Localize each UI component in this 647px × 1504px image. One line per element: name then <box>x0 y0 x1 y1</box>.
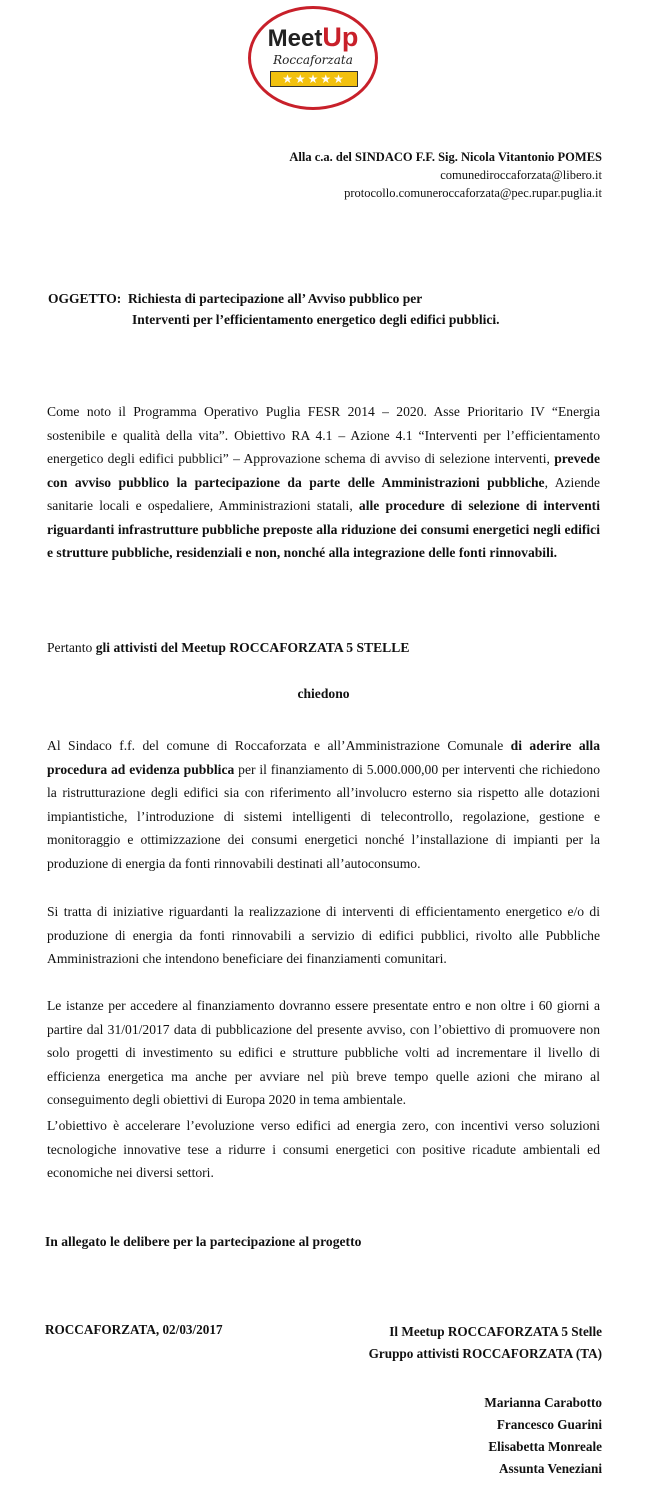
signature-line-1: Il Meetup ROCCAFORZATA 5 Stelle <box>389 1324 602 1339</box>
request-text-1: Al Sindaco f.f. del comune di Roccaforzata e all’Amministrazione Comunale <box>47 738 511 753</box>
subject-label: OGGETTO: <box>48 291 122 306</box>
signature-group <box>369 1321 602 1365</box>
recipient-line: Alla c.a. del SINDACO F.F. Sig. Nicola Vitantonio POMES <box>289 150 602 164</box>
intro-paragraph <box>47 400 600 565</box>
signatory-name: Assunta Veneziani <box>499 1461 602 1476</box>
signatory-name: Elisabetta Monreale <box>488 1439 602 1454</box>
pertanto-bold: gli attivisti del Meetup ROCCAFORZATA 5 STELLE <box>95 640 410 655</box>
logo-stars: ★★★★★ <box>270 71 358 87</box>
istanze-paragraph: Le istanze per accedere al finanziamento dovranno essere presentate entro e non oltre i 60 giorni a partire dal 31/01/2017 data di pubblicazione del presente avviso, con l’obiettivo di promuovere non solo progetti di investimento su edifici e strutture pubbliche volti ad incrementare il livello di efficienza energetica ma anche per avviare nel più breve tempo quelle azioni che mirano al conseguimento degli obiettivi di Europa 2020 in tema ambientale. <box>47 998 600 1107</box>
recipient-email: comunediroccaforzata@libero.it <box>440 168 602 182</box>
signatory-name: Francesco Guarini <box>496 1417 602 1432</box>
subject-text-2: Interventi per l’efficientamento energetico degli edifici pubblici. <box>132 312 500 327</box>
obiettivo-paragraph: L’obiettivo è accelerare l’evoluzione verso edifici ad energia zero, con incentivi verso soluzioni tecnologiche innovative tese a ridurre i consumi energetici con positive ricadute ambientali ed economiche nei diversi settori. <box>47 1118 600 1180</box>
signatories <box>484 1392 602 1480</box>
recipient-pec: protocollo.comuneroccaforzata@pec.rupar.puglia.it <box>344 186 602 200</box>
recipient-block <box>289 148 602 202</box>
request-text-2: per il finanziamento di 5.000.000,00 per interventi che richiedono la ristrutturazione degli edifici sia con riferimento all’involucro esterno sia rispetto alle dotazioni impiantistiche, l’introduzione di sistemi intelligenti di telecontrollo, regolazione, gestione e monitoraggio e ottimizzazione dei consumi energetici nonché l’installazione di impianti per la produzione di energia da fonti rinnovabili destinati all’autoconsumo. <box>47 761 600 871</box>
signatory-name: Marianna Carabotto <box>484 1395 602 1410</box>
logo-title-up: Up <box>322 22 359 52</box>
subject <box>48 288 500 330</box>
request-paragraph <box>47 734 600 875</box>
logo-title <box>248 22 378 53</box>
pertanto-text: Pertanto <box>47 640 96 655</box>
subject-text-1: Richiesta di partecipazione all’ Avviso pubblico per <box>128 291 423 306</box>
iniziative-paragraph: Si tratta di iniziative riguardanti la realizzazione di interventi di efficientamento energetico e/o di produzione di energia da fonti rinnovabili a servizio di edifici pubblici, rivolto alle Pubbliche Amministrazioni che intendono beneficiare dei finanziamenti comunitari. <box>47 904 600 966</box>
logo-title-meet: Meet <box>267 25 323 52</box>
allegato-line: In allegato le delibere per la partecipazione al progetto <box>45 1234 362 1249</box>
intro-text-2: , Aziende sanitarie locali e ospedaliere, Amministrazioni statali, <box>47 474 600 513</box>
request-bold: di aderire alla procedura ad evidenza pubblica <box>47 738 601 777</box>
intro-bold-1: prevede con avviso pubblico la partecipazione da parte delle Amministrazioni pubbliche <box>47 451 600 490</box>
chiedono-heading: chiedono <box>297 686 350 701</box>
logo-place: Roccaforzata <box>273 53 353 67</box>
place-date: ROCCAFORZATA, 02/03/2017 <box>45 1322 223 1337</box>
subject-line-1 <box>48 288 500 309</box>
intro-bold-2: alle procedure di selezione di interventi riguardanti infrastrutture pubbliche preposte alla riduzione dei consumi energetici negli edifici e strutture pubbliche, residenziali e non, nonché alla integrazione delle fonti rinnovabili. <box>47 498 600 560</box>
intro-text-1: Come noto il Programma Operativo Puglia FESR 2014 – 2020. Asse Prioritario IV “Energia sostenibile e qualità della vita”. Obiettivo RA 4.1 – Azione 4.1 “Interventi per l’efficientamento energetico degli edifici pubblici” – Approvazione schema di avviso di selezione interventi, <box>47 404 600 466</box>
signature-line-2: Gruppo attivisti ROCCAFORZATA (TA) <box>368 1346 602 1361</box>
meetup-logo <box>248 6 376 108</box>
pertanto-line <box>47 636 600 660</box>
